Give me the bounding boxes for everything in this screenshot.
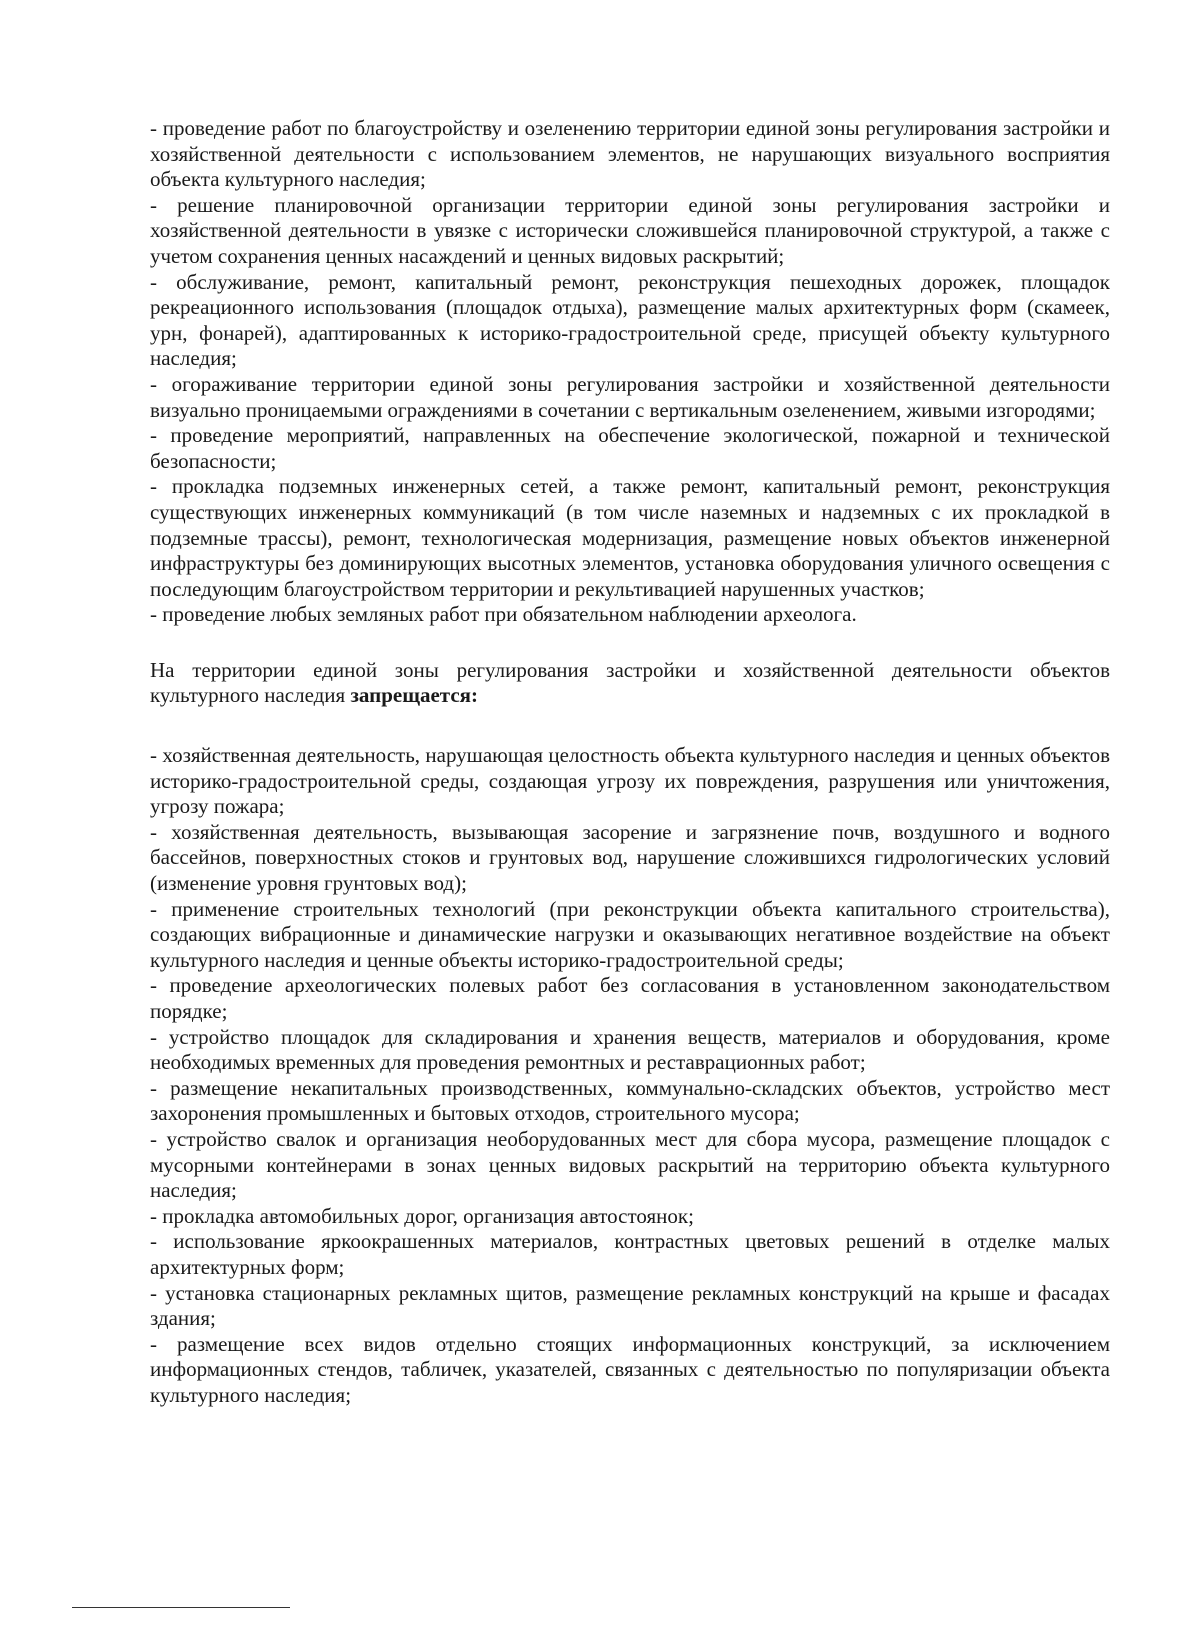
prohibited-list	[150, 743, 1110, 1408]
prohibited-item: - размещение некапитальных производственных, коммунально-складских объектов, устройство мест захоронения промышленных и бытовых отходов, строительного мусора;	[150, 1075, 1110, 1126]
prohibited-item: - устройство площадок для складирования и хранения веществ, материалов и оборудования, кроме необходимых временных для проведения ремонтных и реставрационных работ;	[150, 1024, 1110, 1075]
allowed-item: - обслуживание, ремонт, капитальный ремонт, реконструкция пешеходных дорожек, площадок рекреационного использования (площадок отдыха), размещение малых архитектурных форм (скамеек, урн, фонарей), адаптированных к историко-градостроительной среде, присущей объекту культурного наследия;	[150, 269, 1110, 371]
document-body	[150, 116, 1110, 1409]
prohibited-item: - прокладка автомобильных дорог, организация автостоянок;	[150, 1203, 694, 1228]
allowed-item: - прокладка подземных инженерных сетей, а также ремонт, капитальный ремонт, реконструкция существующих инженерных коммуникаций (в том числе наземных и надземных с их прокладкой в подземные трассы), ремонт, технологическая модернизация, размещение новых объектов инженерной инфраструктуры без доминирующих высотных элементов, установка оборудования уличного освещения с последующим благоустройством территории и рекультивацией нарушенных участков;	[150, 474, 1110, 601]
prohibited-item: - использование яркоокрашенных материалов, контрастных цветовых решений в отделке малых архитектурных форм;	[150, 1229, 1110, 1279]
prohibited-item: - размещение всех видов отдельно стоящих информационных конструкций, за исключением информационных стендов, табличек, указателей, связанных с деятельностью по популяризации объекта культурного наследия;	[150, 1331, 1110, 1407]
prohibited-item: - хозяйственная деятельность, вызывающая засорение и загрязнение почв, воздушного и водного бассейнов, поверхностных стоков и грунтовых вод, нарушение сложившихся гидрологических условий (изменение уровня грунтовых вод);	[150, 819, 1110, 896]
allowed-item: - огораживание территории единой зоны регулирования застройки и хозяйственной деятельности визуально проницаемыми ограждениями в сочетании с вертикальным озеленением, живыми изгородями;	[150, 371, 1110, 422]
allowed-item: - решение планировочной организации территории единой зоны регулирования застройки и хозяйственной деятельности в увязке с исторически сложившейся планировочной структурой, а также с учетом сохранения ценных насаждений и ценных видовых раскрытий;	[150, 192, 1110, 268]
prohibited-item: - проведение археологических полевых работ без согласования в установленном законодательством порядке;	[150, 973, 1110, 1023]
prohibited-item: - установка стационарных рекламных щитов, размещение рекламных конструкций на крыше и фасадах здания;	[150, 1280, 1110, 1331]
footnote-separator	[72, 1607, 290, 1608]
prohibited-item: - применение строительных технологий (при реконструкции объекта капитального строительства), создающих вибрационные и динамические нагрузки и оказывающих негативное воздействие на объект культурного наследия и ценные объекты историко-градостроительной среды;	[150, 896, 1110, 972]
allowed-list	[150, 116, 1110, 628]
prohibition-intro-bold: запрещается:	[350, 683, 479, 708]
prohibited-item: - хозяйственная деятельность, нарушающая целостность объекта культурного наследия и ценных объектов историко-градостроительной среды, создающая угрозу их повреждения, разрушения или уничтожения, угрозу пожара;	[150, 743, 1110, 819]
prohibition-intro	[150, 658, 1110, 709]
allowed-item: - проведение работ по благоустройству и озеленению территории единой зоны регулирования застройки и хозяйственной деятельности с использованием элементов, не нарушающих визуального восприятия объекта культурного наследия;	[150, 116, 1110, 192]
prohibition-intro-text: На территории единой зоны регулирования застройки и хозяйственной деятельности объектов культурного наследия	[150, 657, 1110, 708]
prohibited-item: - устройство свалок и организация необорудованных мест для сбора мусора, размещение площадок с мусорными контейнерами в зонах ценных видовых раскрытий на территорию объекта культурного наследия;	[150, 1126, 1110, 1203]
allowed-item: - проведение любых земляных работ при обязательном наблюдении археолога.	[150, 602, 857, 627]
allowed-item: - проведение мероприятий, направленных на обеспечение экологической, пожарной и технической безопасности;	[150, 423, 1110, 473]
